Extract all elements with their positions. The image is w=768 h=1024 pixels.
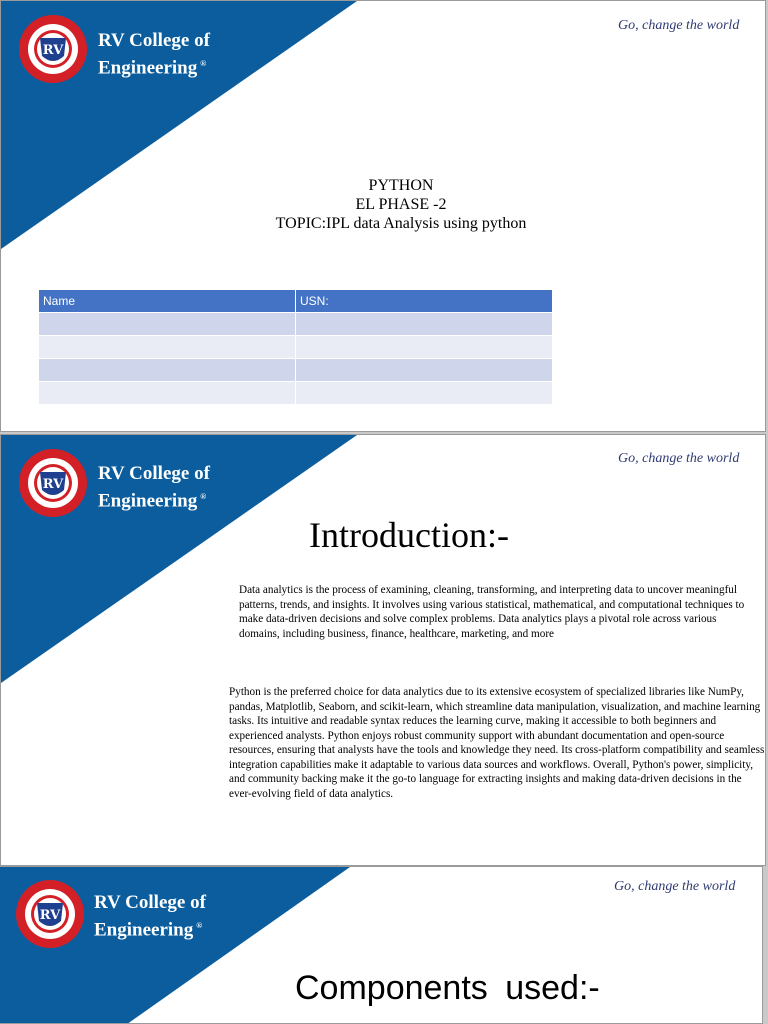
title-block [201,176,601,233]
table-row [39,313,552,336]
table-cell [39,313,296,336]
intro-paragraph-2: Python is the preferred choice for data analytics due to its extensive ecosystem of specialized libraries like NumPy, pandas, Matplotlib, Seaborn, and scikit-learn, which streamline data manipulation, visualization, and machine learning tasks. Its intuitive and readable syntax reduces the learning curve, making it accessible to both beginners and experienced analysts. Python enjoys robust community support with abundant documentation and open-source resources, ensuring that analysts have the tools and knowledge they need. Its cross-platform compatibility and seamless integration capabilities make it adaptable to various data sources and workflows. Overall, Python's power, simplicity, and community backing make it the go-to language for extracting insights and making data-driven decisions in the ever-evolving field of data analytics. [229,686,765,800]
college-name-line1: RV College of [94,892,206,913]
table-header-row [39,290,552,313]
table-header-name: Name [39,290,296,313]
slide-components [0,866,763,1024]
college-motto: Go, change the world [614,879,736,894]
table-cell [296,313,553,336]
table-row [39,359,552,382]
phase-title: EL PHASE -2 [355,196,447,213]
table-cell [39,336,296,359]
college-name [98,462,210,512]
college-name [98,29,210,79]
logo-monogram: RV [42,43,64,58]
college-name-line2: Engineering [94,919,194,941]
intro-paragraph-1: Data analytics is the process of examining, cleaning, transforming, and interpreting data to uncover meaningful patterns, trends, and insights. It involves using various statistical, mathematical, and computational techniques to make data-driven decisions and solve complex problems. Data analytics plays a pivotal role across various domains, including business, finance, healthcare, marketing, and more [239,584,745,640]
slide-title [0,0,766,432]
table-header-usn: USN: [296,290,553,313]
topic-title: TOPIC:IPL data Analysis using python [275,215,527,232]
subject-title: PYTHON [368,177,434,194]
college-name-line2: Engineering [98,57,198,79]
logo-monogram: RV [42,477,64,492]
introduction-heading: Introduction:- [309,515,509,555]
table-row [39,336,552,359]
college-name-line1: RV College of [98,463,210,484]
table-cell [39,382,296,405]
college-motto: Go, change the world [618,18,740,33]
table-cell [39,359,296,382]
college-name [94,891,206,941]
college-name-line2: Engineering [98,490,198,512]
college-name-line1: RV College of [98,30,210,51]
table-row [39,382,552,405]
college-motto: Go, change the world [618,451,740,466]
logo-monogram: RV [39,908,61,923]
college-logo [18,448,88,518]
table-cell [296,382,553,405]
student-table [39,290,552,404]
table-cell [296,336,553,359]
registered-mark: ® [200,59,207,68]
registered-mark: ® [196,921,203,930]
components-heading: Components used:- [295,969,600,1007]
table-cell [296,359,553,382]
registered-mark: ® [200,492,207,501]
college-logo [15,879,85,949]
slide-introduction [0,434,766,866]
college-logo [18,14,88,84]
